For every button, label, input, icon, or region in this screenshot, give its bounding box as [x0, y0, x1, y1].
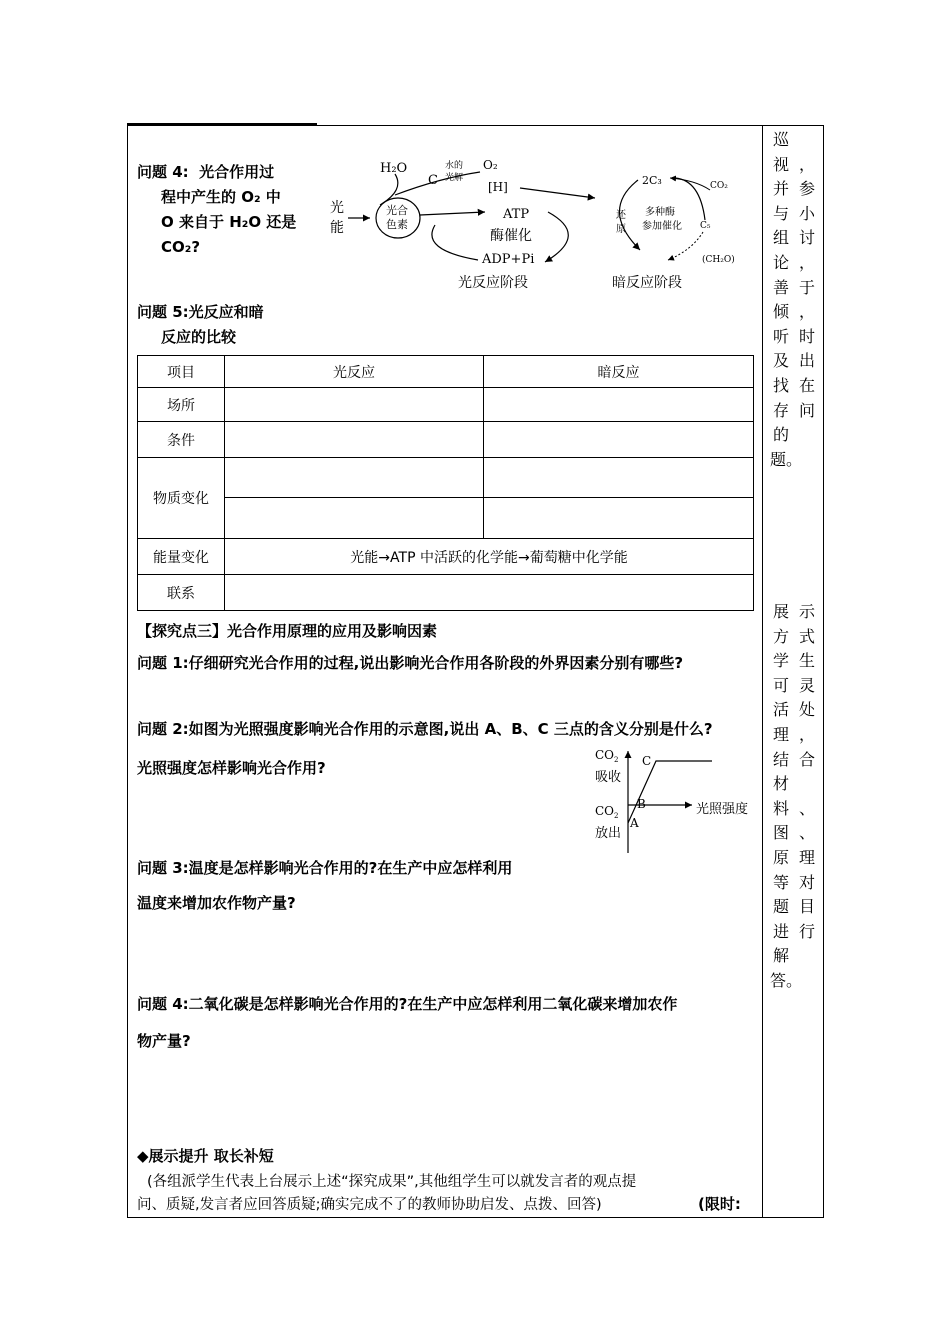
section-3-q1: 问题 1:仔细研究光合作用的过程,说出影响光合作用各阶段的外界因素分别有哪些? — [137, 654, 684, 672]
question-4-o2 — [137, 160, 296, 260]
side-note-char: 参 — [798, 179, 815, 199]
side-note-char: 可 — [772, 675, 789, 695]
water-split-label2: 光解 — [445, 173, 464, 183]
enzyme-label: 酶催化 — [490, 228, 532, 244]
c5-label: C₅ — [700, 221, 711, 231]
light-stage-label: 光反应阶段 — [458, 275, 528, 291]
side-note-char: 进 — [772, 921, 789, 941]
row-label-condition: 条件 — [138, 422, 225, 458]
c-label: C — [428, 173, 438, 188]
side-note-char: 结 — [772, 749, 789, 769]
table-row — [138, 388, 754, 422]
side-note-char: 善 — [772, 277, 789, 297]
atp-label: ATP — [503, 207, 530, 222]
table-row — [138, 422, 754, 458]
side-note-char — [796, 772, 818, 797]
release-label: 放出 — [595, 826, 622, 841]
water-split-label: 水的 — [445, 161, 464, 171]
side-note-char: 的 — [772, 425, 789, 445]
section-3-q2: 问题 2:如图为光照强度影响光合作用的示意图,说出 A、B、C 三点的含义分别是什么? — [137, 720, 713, 738]
co2-label: CO₂ — [710, 181, 728, 191]
question-5 — [137, 300, 264, 350]
energy-value: 光能→ATP 中活跃的化学能→葡萄糖中化学能 — [225, 539, 754, 575]
side-note-char: 活 — [772, 700, 789, 720]
atp-cycle-right — [545, 212, 568, 262]
x-axis-label: 光照强度 — [696, 802, 749, 817]
h-arrow — [520, 188, 595, 198]
side-note-char: 材 — [772, 774, 789, 794]
side-note-char: 示 — [798, 602, 815, 621]
side-note-char: 在 — [798, 375, 815, 395]
side-note-char: 题。 — [770, 449, 803, 469]
h2o-label: H₂O — [380, 161, 408, 176]
side-note-char — [796, 944, 818, 969]
side-note-char: 对 — [798, 872, 815, 892]
side-note-char: 处 — [798, 700, 815, 720]
row-label-energy: 能量变化 — [138, 539, 225, 575]
dark-cycle-right — [675, 178, 705, 220]
section-3-q2b: 光照强度怎样影响光合作用? — [137, 759, 326, 777]
comparison-table — [137, 355, 754, 611]
side-note-char: 原 — [772, 847, 789, 867]
table-header-row — [138, 356, 754, 388]
photosynthesis-diagram — [320, 150, 760, 300]
side-note-char: 存 — [772, 400, 789, 420]
point-c-label: C — [642, 754, 652, 768]
q4-label: 问题 4: — [137, 163, 189, 181]
side-note-char: 及 — [772, 351, 789, 371]
show-limit: (限时: — [698, 1195, 741, 1213]
light-label: 光 — [330, 200, 344, 216]
cell-empty[interactable] — [225, 422, 484, 458]
side-note-char: ， — [798, 724, 815, 744]
atp-cycle-left — [432, 225, 478, 260]
side-note-char: 组 — [772, 228, 789, 248]
side-note-char: ， — [798, 302, 815, 322]
side-note-char — [796, 423, 818, 448]
cell-empty[interactable] — [225, 458, 484, 498]
side-note-char: 、 — [798, 798, 815, 818]
side-note-1-col-a — [770, 128, 803, 472]
side-note-char: ， — [798, 252, 815, 272]
h-label: [H] — [488, 180, 508, 194]
side-note-2-col-a — [770, 600, 803, 994]
side-note-char: 展 — [772, 602, 789, 621]
show-body-line1: (各组派学生代表上台展示上述“探究成果”,其他组学生可以就发言者的观点提 — [147, 1174, 637, 1190]
q4-line2: 程中产生的 O₂ 中 — [161, 188, 281, 206]
show-title: ◆展示提升 取长补短 — [137, 1147, 274, 1165]
atp-arrow — [420, 212, 485, 215]
side-note-char — [796, 969, 818, 994]
table-row — [138, 575, 754, 611]
row-label-link: 联系 — [138, 575, 225, 611]
section-3-q3a: 问题 3:温度是怎样影响光合作用的?在生产中应怎样利用 — [137, 859, 513, 877]
section-3-q4b: 物产量? — [137, 1032, 191, 1050]
cell-empty[interactable] — [225, 575, 754, 611]
multi-enzyme-label2: 参加催化 — [642, 221, 682, 232]
co2-absorb-label: $CO_2$ — [595, 748, 619, 764]
side-note-char — [796, 448, 818, 473]
side-note-char: 合 — [798, 749, 815, 769]
co2-release-label: $CO_2$ — [595, 804, 619, 820]
dark-stage-label: 暗反应阶段 — [612, 275, 682, 291]
side-note-char: 方 — [772, 626, 789, 646]
reduce-label2: 原 — [616, 224, 626, 235]
cell-empty[interactable] — [484, 422, 754, 458]
row-label-place: 场所 — [138, 388, 225, 422]
side-note-1-col-b — [796, 128, 818, 472]
side-note-char: 与 — [772, 203, 789, 223]
cell-empty[interactable] — [225, 498, 484, 539]
side-note-char: 解 — [772, 946, 789, 966]
side-note-char: 等 — [772, 872, 789, 892]
point-a-label: A — [630, 816, 639, 830]
side-note-char: 论 — [772, 252, 789, 272]
pigment-label2: 色素 — [386, 218, 408, 231]
side-note-char: 于 — [798, 277, 815, 297]
side-note-2-col-b — [796, 600, 818, 994]
side-note-char: 视 — [772, 154, 789, 174]
light-intensity-graph — [592, 745, 762, 857]
cell-empty[interactable] — [225, 388, 484, 422]
section-3-q3b: 温度来增加农作物产量? — [137, 894, 296, 912]
side-note-char: 学 — [772, 651, 789, 671]
side-note-char: 生 — [798, 651, 815, 671]
side-note-char: 答。 — [770, 970, 803, 990]
side-note-char: 听 — [772, 326, 789, 346]
adp-label: ADP+Pi — [482, 252, 535, 267]
side-note-char: 料 — [772, 798, 789, 818]
reduce-label: 还 — [616, 210, 626, 221]
side-note-char: 题 — [772, 897, 789, 917]
pigment-label: 光合 — [386, 204, 408, 217]
point-b-label: B — [637, 797, 646, 811]
side-note-char: 理 — [798, 847, 815, 867]
column-divider — [762, 125, 763, 1218]
q4-line3: O 来自于 H₂O 还是 — [161, 213, 297, 231]
table-row — [138, 539, 754, 575]
show-body-line2: 问、质疑,发言者应回答质疑;确实完成不了的教师协助启发、点拨、回答) — [137, 1197, 602, 1213]
header-item: 项目 — [138, 356, 225, 388]
row-label-matter: 物质变化 — [138, 458, 225, 539]
cell-empty[interactable] — [484, 498, 754, 539]
side-note-char: 行 — [798, 921, 815, 941]
q4-line4: CO₂? — [161, 238, 201, 256]
side-note-char: 理 — [772, 724, 789, 744]
side-note-char: 讨 — [798, 228, 815, 248]
side-note-char: 巡 — [772, 130, 789, 149]
section-3-title: 【探究点三】光合作用原理的应用及影响因素 — [137, 622, 438, 640]
ch2o-arrow — [668, 232, 703, 260]
side-note-char: 时 — [798, 326, 815, 346]
o2-label: O₂ — [483, 158, 498, 172]
side-note-char: 出 — [798, 351, 815, 371]
table-row — [138, 458, 754, 498]
side-note-char: 找 — [772, 375, 789, 395]
header-light: 光反应 — [225, 356, 484, 388]
side-note-char: ， — [798, 154, 815, 174]
side-note-char — [796, 128, 818, 153]
c3-label: 2C₃ — [642, 174, 662, 187]
side-note-char: 倾 — [772, 302, 789, 322]
side-note-char: 式 — [798, 626, 815, 646]
header-dark: 暗反应 — [484, 356, 754, 388]
multi-enzyme-label: 多种酶 — [645, 207, 675, 218]
light-label2: 能 — [330, 220, 344, 236]
q5-line1: 光反应和暗 — [188, 303, 264, 321]
cell-empty[interactable] — [484, 458, 754, 498]
q5-label: 问题 5: — [137, 303, 189, 321]
side-note-char: 小 — [798, 203, 815, 223]
side-note-char: 灵 — [798, 675, 815, 695]
side-note-char: 问 — [798, 400, 815, 420]
section-3-q4a: 问题 4:二氧化碳是怎样影响光合作用的?在生产中应怎样利用二氧化碳来增加农作 — [137, 995, 678, 1013]
q4-line1: 光合作用过 — [199, 163, 275, 181]
side-note-char: 图 — [772, 823, 789, 843]
side-note-char: 目 — [798, 897, 815, 917]
absorb-label: 吸收 — [595, 770, 622, 785]
side-note-char: 并 — [772, 179, 789, 199]
ch2o-label: (CH₂O) — [702, 255, 735, 265]
side-note-char: 、 — [798, 823, 815, 843]
q5-line2: 反应的比较 — [161, 328, 237, 346]
table-row — [138, 498, 754, 539]
cell-empty[interactable] — [484, 388, 754, 422]
